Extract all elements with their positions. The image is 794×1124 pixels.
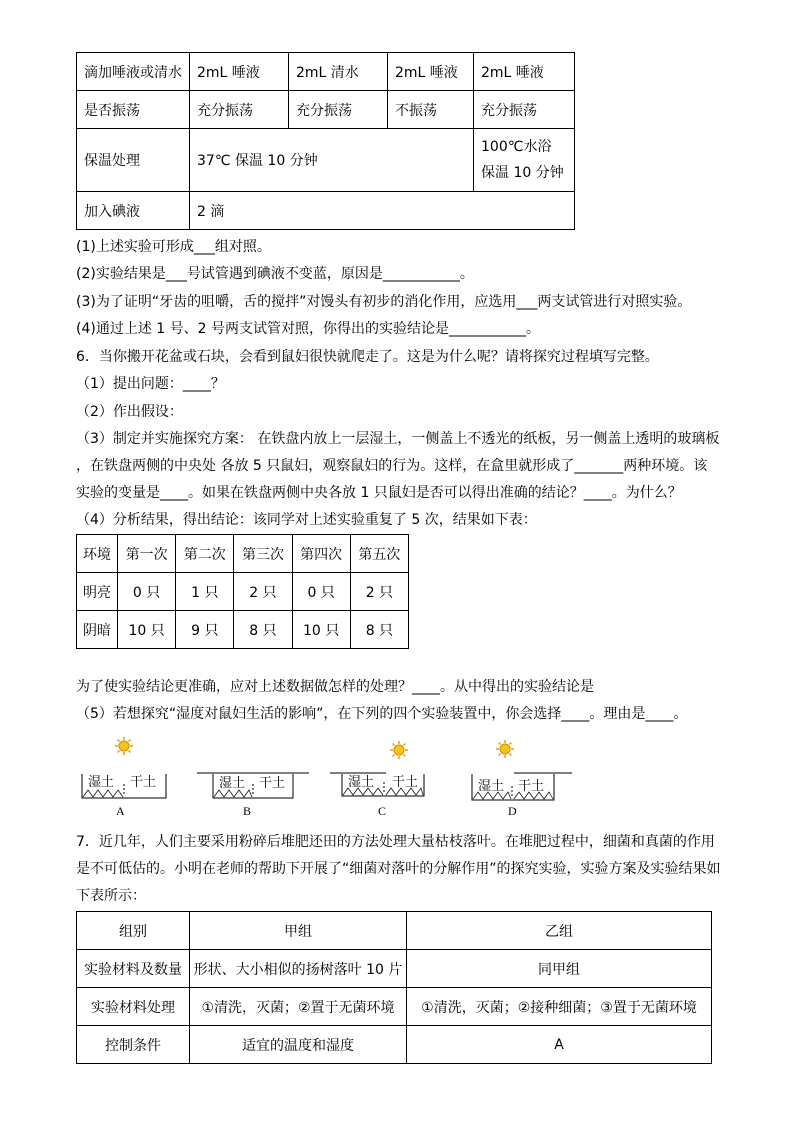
table-cell: 滴加唾液或清水: [77, 53, 190, 91]
question-text: (1)上述实验可形成___组对照。: [76, 239, 271, 255]
woodlouse-result-table: [76, 534, 409, 649]
table-cell: ①清洗，灭菌；②置于无菌环境: [190, 988, 407, 1026]
device-c: [330, 770, 440, 818]
table-cell: 充分振荡: [474, 91, 575, 129]
dry-soil-label: 干土: [392, 775, 419, 790]
table-cell: 0 只: [292, 573, 350, 611]
table-row: [77, 611, 409, 649]
table-cell: 0 只: [118, 573, 176, 611]
sun-icon: [115, 737, 133, 755]
device-label: A: [116, 804, 125, 818]
table-cell: 不振荡: [388, 91, 474, 129]
table-cell: 阴暗: [77, 611, 118, 649]
table-cell: 同甲组: [407, 950, 712, 988]
cell-line: 100℃水浴: [481, 139, 552, 155]
wet-soil-label: 湿土: [88, 775, 115, 790]
table-cell: A: [407, 1026, 712, 1064]
table-cell: 实验材料及数量: [77, 950, 190, 988]
dry-soil-label: 干土: [130, 775, 157, 790]
table-cell: 适宜的温度和湿度: [190, 1026, 407, 1064]
table-row: [77, 535, 409, 573]
table-cell: 9 只: [176, 611, 234, 649]
question-text: （2）作出假设：: [76, 404, 183, 420]
table-header-cell: 第三次: [234, 535, 292, 573]
sun-icon: [496, 740, 514, 758]
table-row: [77, 988, 712, 1026]
question-text: （4）分析结果，得出结论：该同学对上述实验重复了 5 次，结果如下表：: [76, 512, 537, 528]
dry-soil-label: 干土: [259, 776, 286, 791]
question-title: 7．近几年，人们主要采用粉碎后堆肥还田的方法处理大量枯枝落叶。在堆肥过程中，细菌和真菌的作用: [76, 834, 715, 850]
table-row: [77, 950, 712, 988]
dry-soil-label: 干土: [518, 779, 545, 794]
table-row: [77, 1026, 712, 1064]
question-text: （3）制定并实施探究方案： 在铁盘内放上一层湿土，一侧盖上不透光的纸板，另一侧盖上透明的玻璃板: [76, 431, 720, 447]
wet-soil-label: 湿土: [478, 779, 505, 794]
leaf-decomposition-table: [76, 911, 712, 1064]
question-text: (4)通过上述 1 号、2 号两支试管对照，你得出的实验结论是___________。: [76, 321, 540, 337]
device-label: C: [378, 804, 387, 818]
table-cell: 控制条件: [77, 1026, 190, 1064]
table-cell: 2mL 唾液: [190, 53, 289, 91]
table-row: [77, 91, 575, 129]
table-row: [77, 573, 409, 611]
question-text: 为了使实验结论更准确，应对上述数据做怎样的处理？____。从中得出的实验结论是: [76, 679, 594, 695]
wet-soil-label: 湿土: [219, 776, 246, 791]
table-header-cell: 第五次: [350, 535, 408, 573]
table-cell: 保温处理: [77, 129, 190, 192]
table-cell: 明亮: [77, 573, 118, 611]
question-text: (2)实验结果是___号试管遇到碘液不变蓝，原因是___________。: [76, 266, 474, 282]
question-text: 是不可低估的。小明在老师的帮助下开展了“细菌对落叶的分解作用”的探究实验，实验方案及实验结果如: [76, 861, 721, 877]
device-a: [80, 770, 170, 818]
table-header-cell: 第四次: [292, 535, 350, 573]
table-header-cell: 乙组: [407, 912, 712, 950]
table-cell: 8 只: [234, 611, 292, 649]
device-b: [197, 770, 312, 818]
table-cell: 2 滴: [190, 192, 575, 230]
question-title: 6．当你搬开花盆或石块，会看到鼠妇很快就爬走了。这是为什么呢？请将探究过程填写完整。: [76, 349, 659, 365]
table-cell: 37℃ 保温 10 分钟: [190, 129, 474, 192]
device-label: D: [508, 804, 517, 818]
table-cell: 2mL 唾液: [474, 53, 575, 91]
question-text: （5）若想探究“湿度对鼠妇生活的影响”，在下列的四个实验装置中，你会选择____。理由是____。: [76, 706, 688, 722]
question-text: (3)为了证明“牙齿的咀嚼，舌的搅拌”对馒头有初步的消化作用，应选用___两支试管进行对照实验。: [76, 294, 692, 310]
table-header-cell: 甲组: [190, 912, 407, 950]
table-cell: 10 只: [118, 611, 176, 649]
table-cell: 2 只: [234, 573, 292, 611]
sun-icon: [390, 741, 408, 759]
table-header-cell: 环境: [77, 535, 118, 573]
table-cell: 1 只: [176, 573, 234, 611]
table-cell: 加入碘液: [77, 192, 190, 230]
enzyme-table: [76, 52, 575, 230]
table-cell: 2mL 唾液: [388, 53, 474, 91]
wet-soil-label: 湿土: [348, 775, 375, 790]
table-cell: 形状、大小相似的扬树落叶 10 片: [190, 950, 407, 988]
device-d: [466, 770, 576, 818]
table-header-cell: 第一次: [118, 535, 176, 573]
question-text: ，在铁盘两侧的中央处 各放 5 只鼠妇，观察鼠妇的行为。这样，在盒里就形成了_______两种环境。该: [76, 458, 708, 474]
question-text: 下表所示：: [76, 888, 146, 904]
table-cell: 充分振荡: [190, 91, 289, 129]
table-row: [77, 53, 575, 91]
table-cell: 2mL 清水: [289, 53, 388, 91]
table-row: [77, 129, 575, 192]
table-cell: [474, 129, 575, 192]
table-cell: 2 只: [350, 573, 408, 611]
question-text: （1）提出问题：____？: [76, 376, 225, 392]
table-header-cell: 组别: [77, 912, 190, 950]
cell-line: 保温 10 分钟: [481, 165, 564, 181]
table-header-cell: 第二次: [176, 535, 234, 573]
table-row: [77, 192, 575, 230]
table-cell: 8 只: [350, 611, 408, 649]
table-row: [77, 912, 712, 950]
question-text: 实验的变量是____。如果在铁盘两侧中央各放 1 只鼠妇是否可以得出准确的结论？____。为什么？: [76, 485, 682, 501]
table-cell: 充分振荡: [289, 91, 388, 129]
table-cell: ①清洗，灭菌；②接种细菌；③置于无菌环境: [407, 988, 712, 1026]
device-label: B: [243, 804, 252, 818]
table-cell: 是否振荡: [77, 91, 190, 129]
table-cell: 实验材料处理: [77, 988, 190, 1026]
table-cell: 10 只: [292, 611, 350, 649]
